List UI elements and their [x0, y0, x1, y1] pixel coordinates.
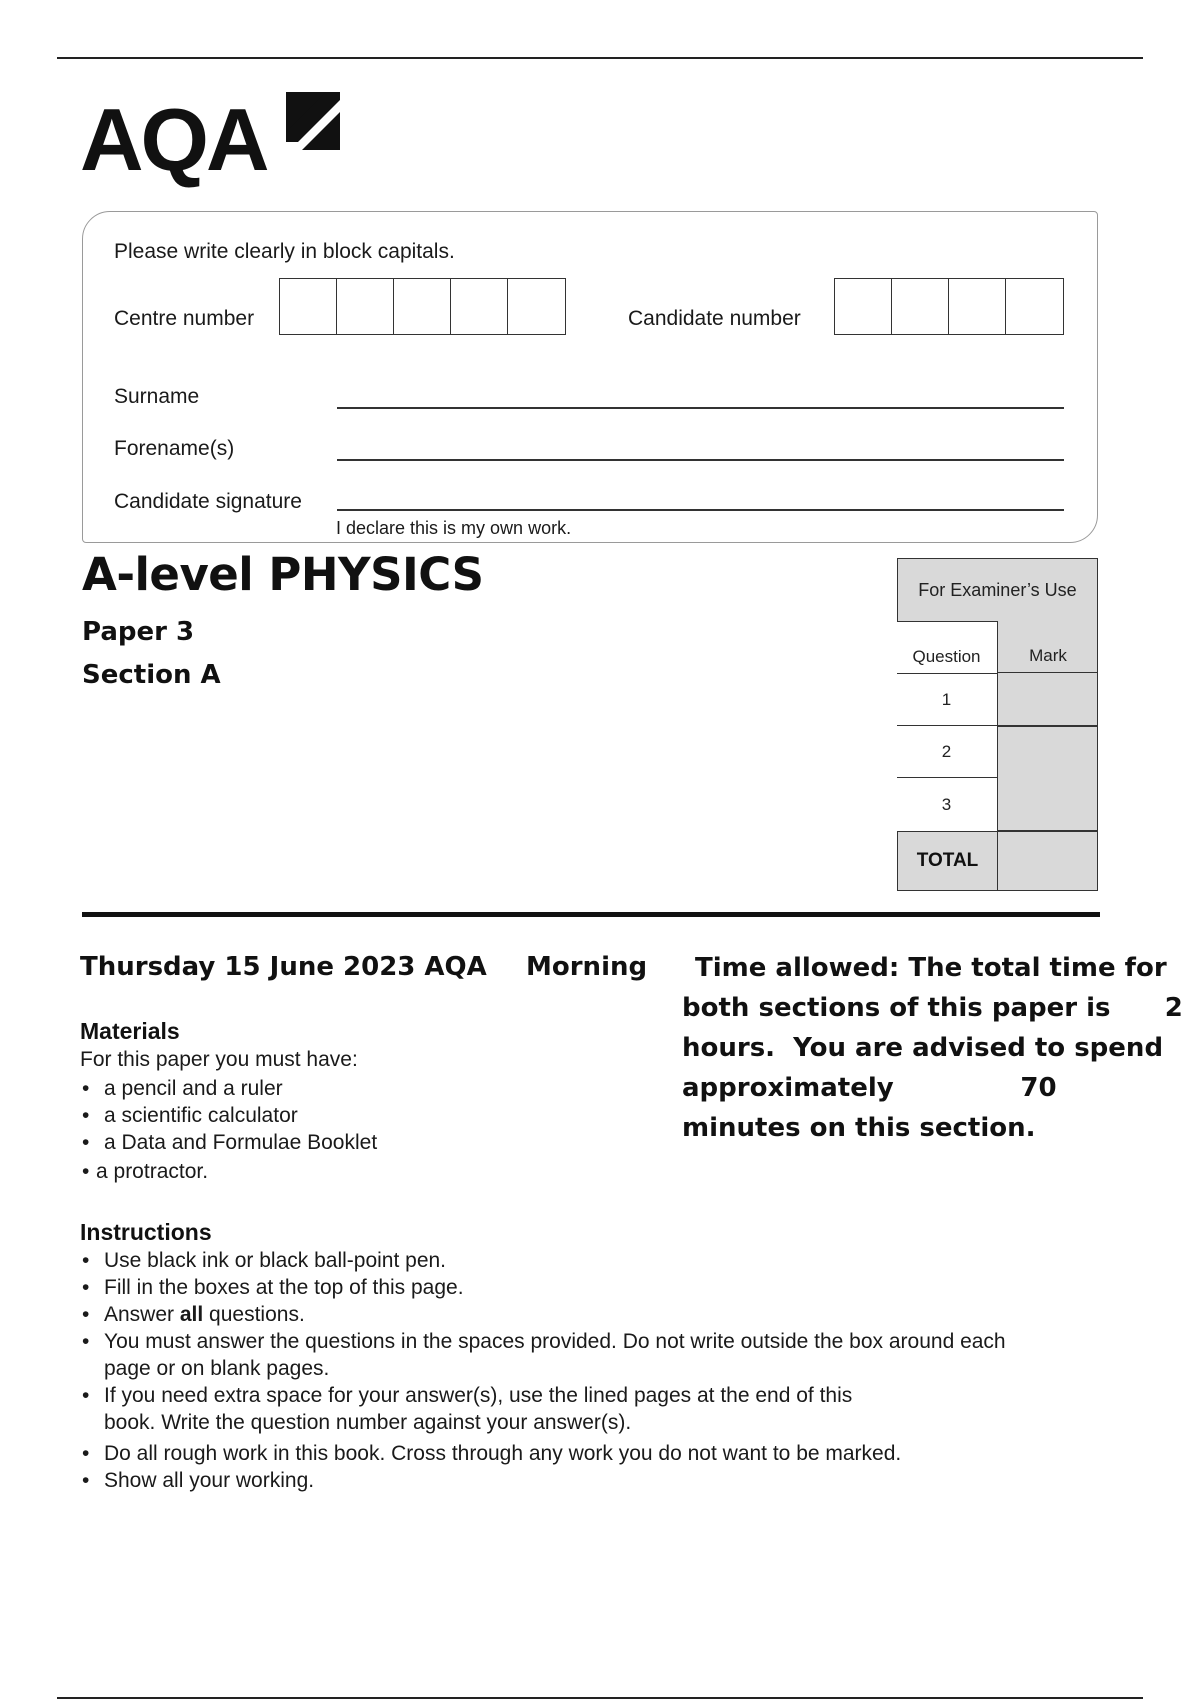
answer-all-pre: Answer — [104, 1303, 180, 1326]
aqa-logo — [80, 92, 340, 187]
candidate-number-cell[interactable] — [892, 279, 949, 334]
candidate-number-label: Candidate number — [628, 307, 801, 330]
exam-session: Morning — [526, 952, 648, 982]
list-item: • a pencil and a ruler — [80, 1075, 680, 1102]
time-line: approximately 70 — [682, 1073, 1057, 1103]
time-line: both sections of this paper is 2 — [682, 993, 1183, 1023]
candidate-number-cell[interactable] — [949, 279, 1006, 334]
mark-header: Mark — [998, 621, 1098, 673]
list-item: • a Data and Formulae Booklet — [80, 1129, 680, 1156]
total-label: TOTAL — [898, 831, 998, 890]
block-capitals-instruction: Please write clearly in block capitals. — [114, 240, 455, 263]
centre-number-cell[interactable] — [280, 279, 337, 334]
list-item — [80, 1301, 1100, 1328]
list-item: • Show all your working. — [80, 1467, 1100, 1494]
instructions-heading: Instructions — [80, 1219, 212, 1245]
time-line: minutes on this section. — [682, 1113, 1036, 1143]
materials-intro: For this paper you must have: — [80, 1048, 358, 1071]
forename-line[interactable] — [337, 459, 1064, 461]
list-item: • You must answer the questions in the spaces provided. Do not write outside the box around each page or on blank pages. — [80, 1328, 1100, 1382]
surname-label: Surname — [114, 385, 200, 408]
list-item: • a protractor. — [80, 1158, 680, 1185]
section-title: Section A — [82, 660, 221, 690]
time-allowed — [682, 948, 1183, 1148]
section-divider — [82, 912, 1100, 917]
centre-number-cell[interactable] — [508, 279, 565, 334]
aqa-logo-mark-icon — [286, 92, 340, 150]
mark-row-separator — [998, 725, 1098, 727]
centre-number-cell[interactable] — [394, 279, 451, 334]
question-number-1: 1 — [897, 673, 998, 726]
examiner-use-table — [897, 558, 1098, 891]
materials-heading: Materials — [80, 1018, 180, 1044]
paper-title: Paper 3 — [82, 617, 195, 647]
list-item: • Fill in the boxes at the top of this page. — [80, 1274, 1100, 1301]
signature-line[interactable] — [337, 509, 1064, 511]
answer-all-post: questions. — [203, 1303, 305, 1326]
mark-row-separator — [998, 830, 1098, 832]
candidate-number-boxes[interactable] — [834, 278, 1064, 335]
materials-list — [80, 1075, 680, 1185]
list-item: • a scientific calculator — [80, 1102, 680, 1129]
bottom-rule — [57, 1697, 1143, 1699]
signature-label: Candidate signature — [114, 490, 302, 513]
forename-label: Forename(s) — [114, 437, 235, 460]
question-number-3: 3 — [897, 777, 998, 832]
exam-date: Thursday 15 June 2023 AQA — [80, 952, 487, 982]
time-line: hours. You are advised to spend — [682, 1033, 1164, 1063]
candidate-number-cell[interactable] — [835, 279, 892, 334]
question-header: Question — [897, 621, 998, 674]
time-line: Time allowed: The total time for — [695, 953, 1167, 983]
surname-line[interactable] — [337, 407, 1064, 409]
top-rule — [57, 57, 1143, 59]
centre-number-cell[interactable] — [451, 279, 508, 334]
subject-title: A-level PHYSICS — [82, 548, 484, 601]
aqa-logo-text: AQA — [80, 90, 267, 189]
list-item: • If you need extra space for your answer(s), use the lined pages at the end of this book. Write the question number against your answer(s). — [80, 1382, 1100, 1436]
list-item: • Use black ink or black ball-point pen. — [80, 1247, 1100, 1274]
centre-number-cell[interactable] — [337, 279, 394, 334]
candidate-number-cell[interactable] — [1006, 279, 1063, 334]
centre-number-boxes[interactable] — [279, 278, 566, 335]
list-item: • Do all rough work in this book. Cross through any work you do not want to be marked. — [80, 1440, 1100, 1467]
examiner-use-heading: For Examiner’s Use — [918, 579, 1077, 600]
centre-number-label: Centre number — [114, 307, 255, 330]
instructions-list — [80, 1247, 1100, 1494]
answer-all-emphasis: all — [179, 1303, 204, 1326]
declaration-text: I declare this is my own work. — [336, 518, 572, 538]
question-number-2: 2 — [897, 725, 998, 778]
